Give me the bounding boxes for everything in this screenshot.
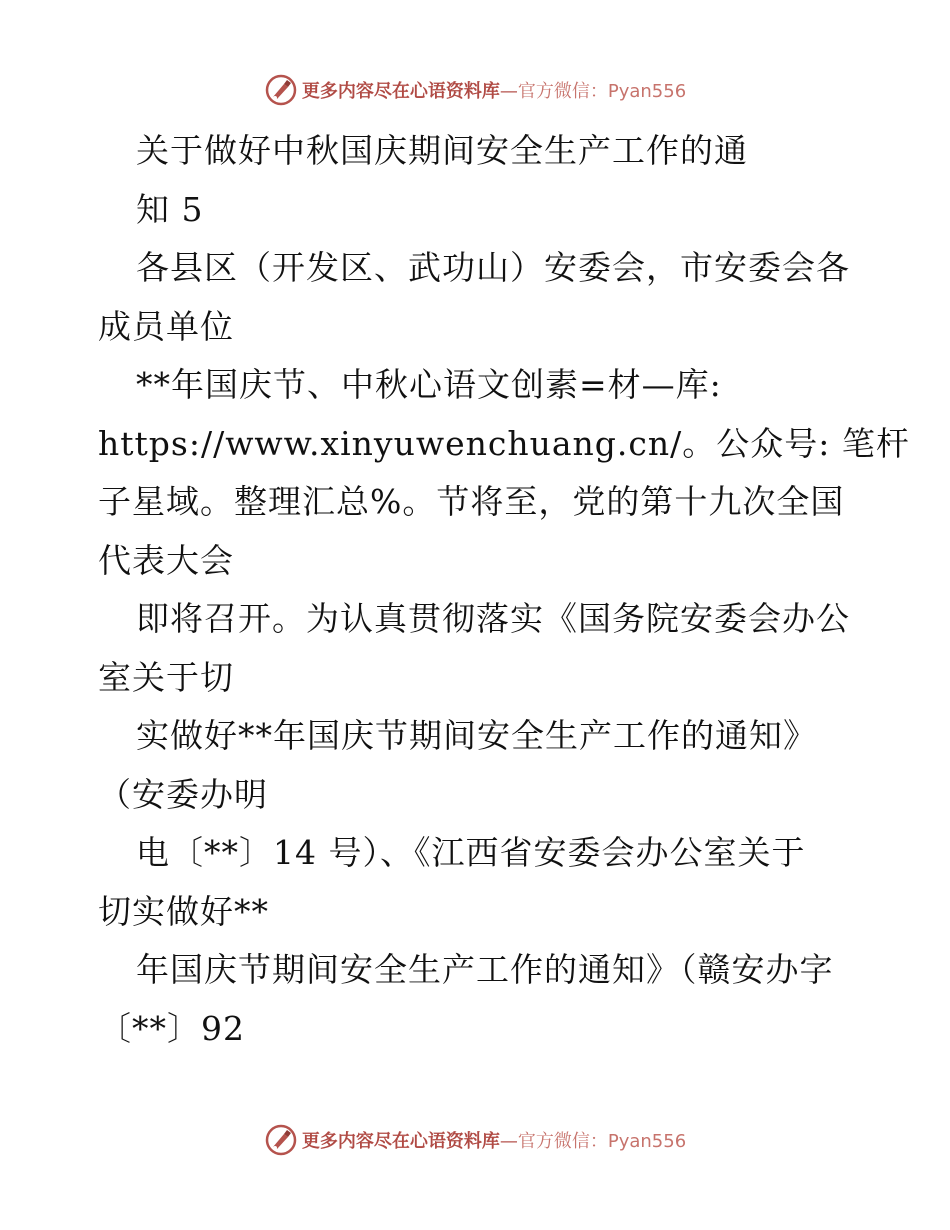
document-line: 年国庆节期间安全生产工作的通知》（赣安办字: [136, 950, 834, 989]
document-line: 知 5: [136, 189, 204, 229]
document-line: 成员单位: [98, 306, 234, 346]
footer-banner-text: [302, 1127, 686, 1153]
document-line: 即将召开。为认真贯彻落实《国务院安委会办公: [136, 599, 850, 638]
document-line: 电〔**〕14 号）、《江西省安委会办公室关于: [136, 833, 806, 872]
pen-seal-logo-icon: [264, 1123, 298, 1157]
document-line: 关于做好中秋国庆期间安全生产工作的通: [136, 131, 748, 170]
footer-banner: [0, 1120, 950, 1160]
document-line: 子星域。整理汇总%。节将至，党的第十九次全国: [98, 482, 845, 521]
header-banner-wechat: 官方微信：Pyan556: [517, 81, 687, 102]
document-line: 〔**〕92: [98, 1008, 245, 1048]
document-line: 代表大会: [98, 540, 234, 580]
document-body: [98, 122, 910, 1058]
document-line: **年国庆节、中秋心语文创素=材—库:: [136, 365, 722, 404]
footer-banner-wechat: 官方微信：Pyan556: [517, 1131, 687, 1152]
footer-banner-separator: —: [499, 1131, 518, 1152]
document-line: （安委办明: [98, 774, 268, 814]
document-line: 实做好**年国庆节期间安全生产工作的通知》: [136, 716, 817, 755]
header-banner: [0, 70, 950, 110]
pen-seal-logo-icon: [264, 73, 298, 107]
document-line: 各县区（开发区、武功山）安委会，市安委会各: [136, 248, 850, 287]
footer-banner-main: 更多内容尽在心语资料库: [301, 1131, 500, 1152]
document-line: 室关于切: [98, 657, 234, 697]
document-line: https://www.xinyuwenchuang.cn/。公众号: 笔杆: [98, 423, 910, 463]
header-banner-text: [302, 77, 686, 103]
header-banner-main: 更多内容尽在心语资料库: [301, 81, 500, 102]
document-line: 切实做好**: [98, 891, 269, 931]
header-banner-separator: —: [499, 81, 518, 102]
